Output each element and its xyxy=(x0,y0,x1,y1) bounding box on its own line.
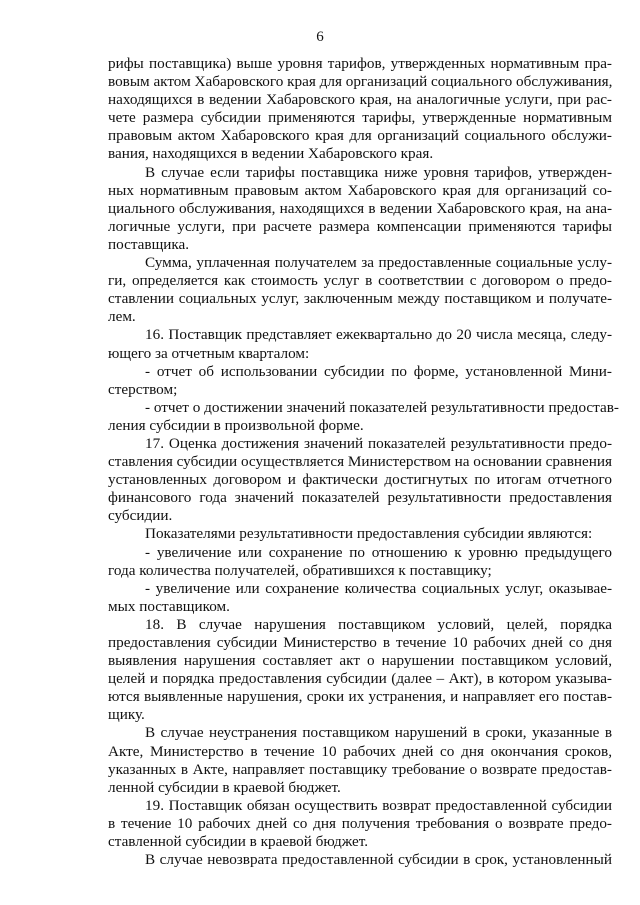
text-line: 16. Поставщик представляет ежеквартально до 20 числа месяца, следу- xyxy=(145,326,612,344)
paragraph xyxy=(108,55,612,164)
text-line: В случае невозврата предоставленной субсидии в срок, установленный xyxy=(145,851,612,869)
text-line: ления субсидии в произвольной форме. xyxy=(108,416,364,434)
paragraph xyxy=(108,363,612,399)
text-line: ги, определяется как стоимость услуг в соответствии с договором о предо- xyxy=(108,272,612,290)
text-line: поставщика. xyxy=(108,235,190,253)
text-line: в течение 10 рабочих дней со дня получения требования о возврате предо- xyxy=(108,814,612,832)
text-line: 17. Оценка достижения значений показателей результативности предо- xyxy=(145,434,612,452)
text-line: Акте, Министерство в течение 10 рабочих дней со дня окончания сроков, xyxy=(108,742,612,760)
text-line: ющего за отчетным кварталом: xyxy=(108,344,310,362)
text-line: года количества получателей, обратившихся к поставщику; xyxy=(108,561,492,579)
text-line: лем. xyxy=(108,308,136,326)
document-body xyxy=(108,55,619,869)
text-line: ставлении социальных услуг, заключенным между поставщиком и получате- xyxy=(108,290,612,308)
text-line: стерством; xyxy=(108,380,178,398)
paragraph xyxy=(108,851,612,869)
text-line: вовым актом Хабаровского края для организаций социального обслуживания, xyxy=(108,73,613,91)
text-line: - увеличение или сохранение по отношению к уровню предыдущего xyxy=(145,543,612,561)
text-line: финансового года значений показателей результативности предоставления xyxy=(108,489,612,507)
paragraph xyxy=(108,616,612,725)
text-line: рифы поставщика) выше уровня тарифов, утвержденных нормативным пра- xyxy=(108,55,612,72)
text-line: циального обслуживания, находящихся в ведении Хабаровского края, на ана- xyxy=(108,199,612,217)
paragraph xyxy=(108,580,612,616)
text-line: установленных договором и фактически достигнутых по итогам отчетного xyxy=(108,471,612,489)
text-line: чете размера субсидии применяются тарифы, утвержденные нормативным xyxy=(108,109,612,127)
paragraph xyxy=(108,435,612,525)
text-line: Сумма, уплаченная получателем за предоставленные социальные услу- xyxy=(145,254,612,272)
text-line: предоставления субсидии Министерство в течение 10 рабочих дней со дня xyxy=(108,634,612,651)
text-line: ставления субсидии осуществляется Министерством на основании сравнения xyxy=(108,453,612,471)
paragraph xyxy=(108,724,612,796)
text-line: ных нормативным правовым актом Хабаровского края для организаций со- xyxy=(108,181,612,199)
text-line: вания, находящихся в ведении Хабаровского края. xyxy=(108,145,434,163)
text-line: щику. xyxy=(108,706,145,724)
paragraph xyxy=(108,326,612,362)
text-line: выявления нарушения составляет акт о нарушении поставщиком условий, xyxy=(108,652,612,670)
text-line: - увеличение или сохранение количества социальных услуг, оказывае- xyxy=(145,579,612,597)
paragraph xyxy=(108,525,612,543)
text-line: В случае неустранения поставщиком нарушений в сроки, указанные в xyxy=(145,724,612,742)
text-line: - отчет о достижении значений показателей результативности предостав- xyxy=(145,398,619,416)
text-line: ются выявленные нарушения, сроки их устранения, и направляет его постав- xyxy=(108,688,612,706)
text-line: В случае если тарифы поставщика ниже уровня тарифов, утвержден- xyxy=(145,163,612,181)
text-line: целей и порядка предоставления субсидии (далее – Акт), в котором указыва- xyxy=(108,670,612,688)
text-line: Показателями результативности предоставления субсидии являются: xyxy=(145,525,593,543)
page-number: 6 xyxy=(316,29,324,45)
text-line: находящихся в ведении Хабаровского края, на аналогичные услуги, при рас- xyxy=(108,91,612,109)
text-line: ленной субсидии в краевой бюджет. xyxy=(108,778,341,796)
paragraph xyxy=(108,544,612,580)
paragraph xyxy=(108,398,619,435)
text-line: 19. Поставщик обязан осуществить возврат предоставленной субсидии xyxy=(145,796,612,814)
text-line: субсидии. xyxy=(108,507,173,525)
text-line: мых поставщиком. xyxy=(108,597,230,615)
paragraph xyxy=(108,164,612,254)
text-line: правовым актом Хабаровского края для организаций социального обслужи- xyxy=(108,127,612,145)
paragraph xyxy=(108,254,612,326)
text-line: 18. В случае нарушения поставщиком условий, целей, порядка xyxy=(145,615,612,633)
paragraph xyxy=(108,797,612,851)
text-line: указанных в Акте, направляет поставщику требование о возврате предостав- xyxy=(108,760,612,778)
text-line: - отчет об использовании субсидии по форме, установленной Мини- xyxy=(145,362,612,380)
text-line: ставленной субсидии в краевой бюджет. xyxy=(108,833,369,851)
text-line: логичные услуги, при расчете размера компенсации применяются тарифы xyxy=(108,217,612,235)
